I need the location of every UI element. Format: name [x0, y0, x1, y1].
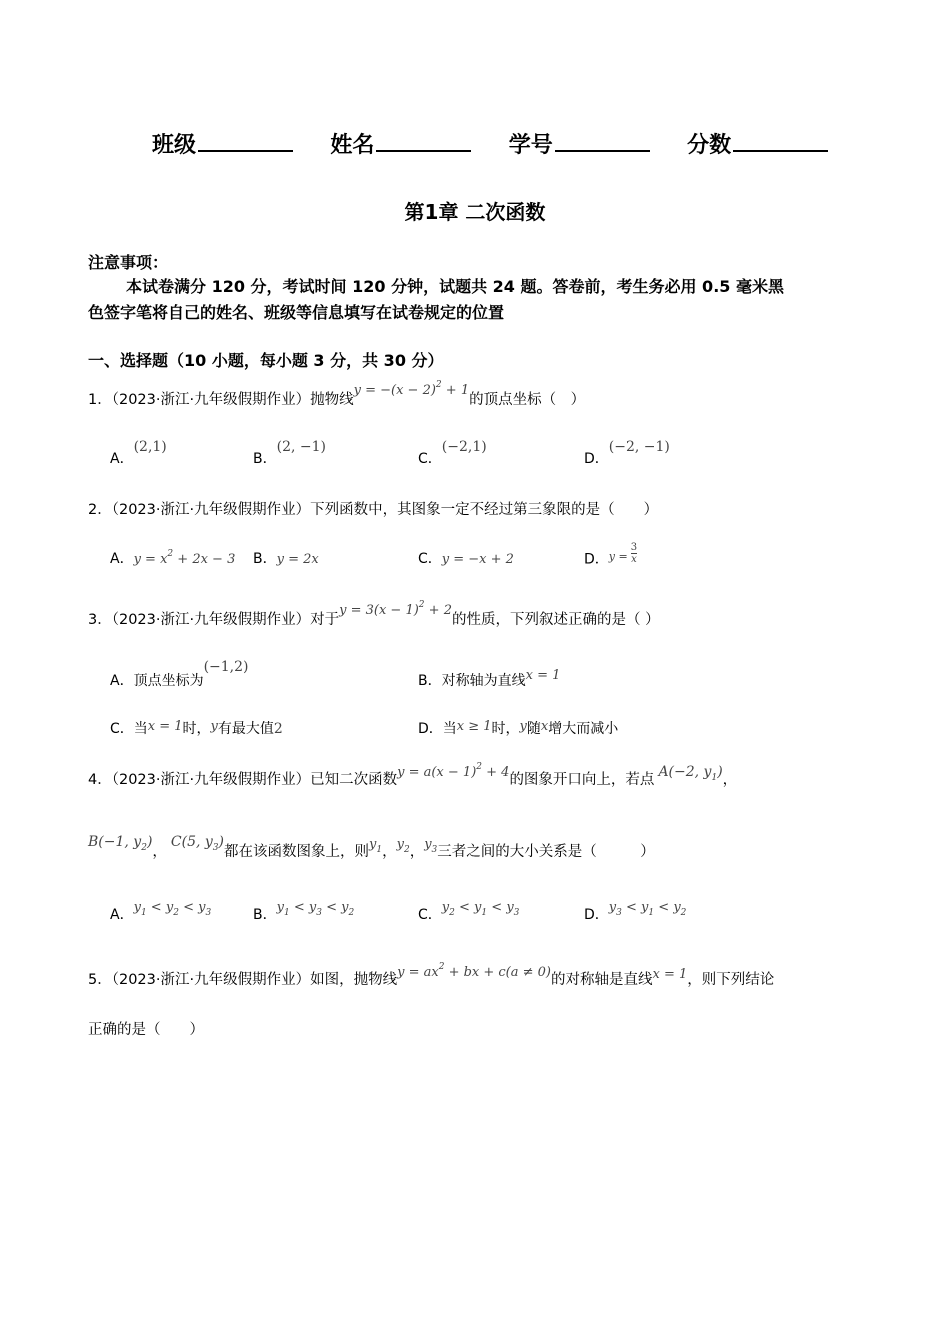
option-c[interactable]: C．(−2,1): [418, 439, 487, 467]
option-c[interactable]: C．当x = 1时，y有最大值2: [110, 719, 283, 737]
name-label: 姓名: [330, 133, 375, 158]
id-blank[interactable]: [555, 130, 650, 152]
question-5-line-2: 正确的是（ ）: [88, 1022, 204, 1038]
question-text-tail: 的顶点坐标（ ）: [469, 392, 586, 408]
option-c[interactable]: C．$y_2 < y_1 < y_3$: [418, 900, 520, 923]
question-text: 抛物线: [310, 392, 354, 408]
formula: $y = ax^2$ + bx + c(a ≠ 0): [397, 962, 552, 980]
option-b[interactable]: B．y = 2x: [253, 551, 319, 567]
question-text: 下列函数中，其图象一定不经过第三象限的是（ ）: [310, 502, 659, 518]
question-text: 已知二次函数: [310, 772, 398, 788]
section-heading: 一、选择题（10 小题，每小题 3 分，共 30 分）: [88, 351, 444, 370]
question-number: 4．: [88, 772, 112, 788]
notice-line-1: 本试卷满分 120 分，考试时间 120 分钟，试题共 24 题。答卷前，考生务必用 0.5 毫米黑: [126, 277, 784, 296]
option-b[interactable]: B．(2, −1): [253, 439, 326, 467]
option-b[interactable]: B．$y_1 < y_3 < y_2$: [253, 900, 355, 923]
id-label: 学号: [508, 133, 553, 158]
question-5: [88, 962, 775, 989]
option-d[interactable]: D．$y_3 < y_1 < y_2$: [584, 900, 687, 923]
question-text: 如图，抛物线: [310, 972, 398, 988]
question-number: 5．: [88, 972, 112, 988]
question-text-mid: 的图象开口向上，若点: [509, 772, 655, 788]
formula: $y = -(x - 2)^2 + 1$: [353, 380, 470, 398]
question-4: 4．（2023·浙江·九年级假期作业）已知二次函数$y = a(x - 1)^2 + 4$的图象开口向上，若点 A(−2, $y_1$)，: [88, 762, 738, 788]
question-1: [88, 380, 586, 409]
question-4-line-2: B(−1, $y_2$)，C(5, $y_3$)都在该函数图象上，则$y_1$，$y_2$，$y_3$三者之间的大小关系是（ ）: [88, 834, 655, 860]
name-blank[interactable]: [376, 130, 471, 152]
exam-header: [152, 128, 828, 159]
point-a: A(−2, $y_1$): [658, 764, 723, 783]
option-b[interactable]: B．对称轴为直线x = 1: [418, 668, 561, 689]
option-d[interactable]: D．当x ≥ 1时，y随x增大而减小: [418, 719, 619, 737]
question-text-tail: 的性质，下列叙述正确的是（ ）: [451, 612, 660, 628]
formula: $y = 3(x - 1)^2 + 2$: [339, 600, 452, 618]
page-title: 第1章 二次函数: [404, 200, 546, 224]
option-c[interactable]: C．y = −x + 2: [418, 551, 514, 567]
class-blank[interactable]: [198, 130, 293, 152]
option-a[interactable]: A．$y_1 < y_2 < y_3$: [110, 900, 212, 923]
notice-heading: 注意事项：: [88, 253, 169, 272]
question-number: 1．: [88, 392, 112, 408]
option-d[interactable]: D．$^{y =}$ $\frac{3}{x}$: [584, 542, 638, 568]
question-source: （2023·浙江·九年级假期作业）: [111, 772, 311, 788]
question-source: （2023·浙江·九年级假期作业）: [111, 612, 311, 628]
question-source: （2023·浙江·九年级假期作业）: [111, 972, 311, 988]
formula: $y = a(x - 1)^2 + 4$: [397, 762, 510, 780]
question-number: 3．: [88, 612, 112, 628]
notice-line-2: 色签字笔将自己的姓名、班级等信息填写在试卷规定的位置: [88, 303, 505, 322]
question-text-tail: ，则下列结论: [687, 972, 775, 988]
point-c: C(5, $y_3$): [170, 834, 224, 853]
question-3: [88, 600, 660, 629]
formula-axis: x = 1: [652, 967, 688, 982]
point-b: B(−1, $y_2$): [88, 834, 153, 853]
question-source: （2023·浙江·九年级假期作业）: [111, 502, 311, 518]
option-a[interactable]: A．顶点坐标为(−1,2): [110, 659, 249, 689]
score-blank[interactable]: [733, 130, 828, 152]
option-a[interactable]: A．$y = x^2 + 2x - 3$: [110, 549, 236, 567]
score-label: 分数: [687, 133, 732, 158]
question-number: 2．: [88, 502, 112, 518]
question-source: （2023·浙江·九年级假期作业）: [111, 392, 311, 408]
question-text-mid: 的对称轴是直线: [551, 972, 653, 988]
option-a[interactable]: A．(2,1): [110, 439, 167, 467]
question-text: 对于: [310, 612, 340, 628]
question-2: [88, 498, 658, 519]
option-d[interactable]: D．(−2, −1): [584, 439, 670, 467]
class-label: 班级: [152, 133, 197, 158]
